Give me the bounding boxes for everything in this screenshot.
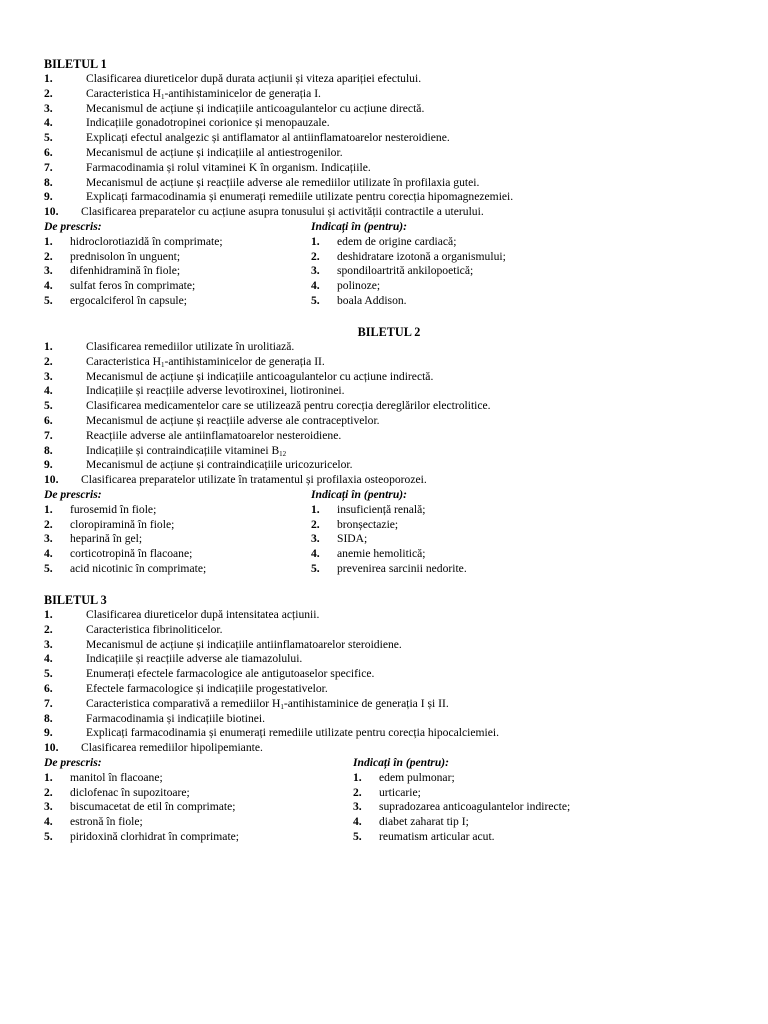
question-text: Mecanismul de acțiune și contraindicațiile uricozuricelor. <box>86 458 353 472</box>
question-text: Indicațiile gonadotropinei corionice și menopauzale. <box>86 116 330 130</box>
question-number: 10. <box>44 205 59 219</box>
ticket-1 <box>44 57 734 309</box>
ticket-title: BILETUL 1 <box>44 57 107 71</box>
item-number: 1. <box>311 502 320 516</box>
question-text-part: Caracteristica H <box>86 354 161 368</box>
indicate-item <box>311 279 631 294</box>
prescribe-item <box>44 771 364 786</box>
question-item <box>44 176 734 191</box>
item-text: boala Addison. <box>337 293 407 307</box>
item-text: SIDA; <box>337 532 368 546</box>
item-text: acid nicotinic în comprimate; <box>70 561 207 575</box>
question-item <box>44 608 734 623</box>
question-text-part: -antihistaminicelor de generația I. <box>164 86 321 100</box>
question-text: Mecanismul de acțiune și indicațiile antiinflamatoarelor steroidiene. <box>86 637 402 651</box>
prescribe-item <box>44 830 364 845</box>
question-text <box>86 87 321 102</box>
indicate-heading: Indicați în (pentru): <box>311 219 407 233</box>
subscript: 1 <box>280 702 284 711</box>
question-text-part: Caracteristica H <box>86 86 161 100</box>
prescribe-heading: De prescris: <box>44 487 102 501</box>
question-item <box>44 340 734 355</box>
item-number: 5. <box>44 561 53 575</box>
question-text: Clasificarea preparatelor cu acțiune asupra tonusului și activității contractile a uterului. <box>81 205 484 219</box>
question-number: 7. <box>44 696 53 710</box>
prescribe-heading: De prescris: <box>44 755 102 769</box>
item-text: prevenirea sarcinii nedorite. <box>337 561 467 575</box>
subscript: 1 <box>161 360 165 369</box>
indicate-item <box>353 815 673 830</box>
prescribe-item <box>44 815 364 830</box>
item-text: biscumacetat de etil în comprimate; <box>70 800 236 814</box>
question-item <box>44 726 734 741</box>
question-number: 6. <box>44 681 53 695</box>
item-number: 1. <box>44 234 53 248</box>
item-number: 3. <box>353 800 362 814</box>
question-text-part: -antihistaminice de generația I și II. <box>283 696 449 710</box>
question-number: 5. <box>44 399 53 413</box>
question-item <box>44 87 734 102</box>
question-item <box>44 458 734 473</box>
item-text: manitol în flacoane; <box>70 770 163 784</box>
item-number: 4. <box>44 815 53 829</box>
question-number: 4. <box>44 116 53 130</box>
question-text: Explicați efectul analgezic și antiflamator al antiinflamatoarelor nesteroidiene. <box>86 131 450 145</box>
item-number: 2. <box>311 249 320 263</box>
question-text: Efectele farmacologice și indicațiile progestativelor. <box>86 681 328 695</box>
question-number: 6. <box>44 413 53 427</box>
indicate-item <box>353 800 673 815</box>
prescribe-item <box>44 800 364 815</box>
indicate-item <box>353 830 673 845</box>
question-text: Mecanismul de acțiune și indicațiile anticoagulantelor cu acțiune directă. <box>86 101 425 115</box>
prescription-section <box>44 756 734 845</box>
question-number: 4. <box>44 384 53 398</box>
question-item <box>44 414 734 429</box>
question-text: Clasificarea medicamentelor care se utilizează pentru corecția dereglărilor electrolitice. <box>86 399 491 413</box>
indicate-item <box>311 235 631 250</box>
item-number: 2. <box>44 517 53 531</box>
question-item <box>44 355 734 370</box>
question-text: Mecanismul de acțiune și indicațiile al antiestrogenilor. <box>86 145 343 159</box>
question-item <box>44 146 734 161</box>
item-text: prednisolon în unguent; <box>70 249 181 263</box>
item-text: hidroclorotiazidă în comprimate; <box>70 234 223 248</box>
item-text: difenhidramină în fiole; <box>70 264 181 278</box>
question-number: 1. <box>44 72 53 85</box>
question-item <box>44 161 734 176</box>
item-text: spondiloartrită ankilopoetică; <box>337 264 474 278</box>
ticket-2 <box>44 325 734 577</box>
item-text: corticotropină în flacoane; <box>70 547 193 561</box>
question-text <box>86 697 449 712</box>
question-item <box>44 682 734 697</box>
prescribe-heading: De prescris: <box>44 219 102 233</box>
item-number: 5. <box>353 829 362 843</box>
question-text-part: Indicațiile și contraindicațiile vitaminei B <box>86 443 280 457</box>
item-text: diabet zaharat tip I; <box>379 815 469 829</box>
item-text: sulfat feros în comprimate; <box>70 279 196 293</box>
item-text: edem pulmonar; <box>379 770 455 784</box>
question-text: Clasificarea diureticelor după durata acțiunii și viteza apariției efectului. <box>86 72 422 85</box>
prescribe-item <box>44 786 364 801</box>
question-text: Mecanismul de acțiune și reacțiile adverse ale contraceptivelor. <box>86 413 380 427</box>
ticket-title: BILETUL 2 <box>357 325 421 339</box>
item-text: cloropiramină în fiole; <box>70 517 175 531</box>
indicate-item <box>311 250 631 265</box>
question-item <box>44 205 734 220</box>
question-list <box>44 608 734 756</box>
item-number: 1. <box>44 502 53 516</box>
question-text: Clasificarea remediilor utilizate în urolitiază. <box>86 340 295 353</box>
item-number: 3. <box>311 264 320 278</box>
question-item <box>44 384 734 399</box>
item-number: 4. <box>44 279 53 293</box>
question-item <box>44 102 734 117</box>
indicate-column <box>353 756 673 845</box>
item-number: 4. <box>311 547 320 561</box>
question-number: 2. <box>44 354 53 368</box>
question-item <box>44 638 734 653</box>
question-text: Caracteristica fibrinoliticelor. <box>86 622 223 636</box>
question-number: 9. <box>44 458 53 472</box>
question-item <box>44 429 734 444</box>
item-number: 4. <box>353 815 362 829</box>
question-text: Mecanismul de acțiune și reacțiile adverse ale remediilor utilizate în profilaxia gutei. <box>86 175 480 189</box>
question-text: Clasificarea remediilor hipolipemiante. <box>81 741 263 755</box>
indicate-item <box>311 547 631 562</box>
item-number: 2. <box>44 249 53 263</box>
question-number: 2. <box>44 86 53 100</box>
item-number: 3. <box>311 532 320 546</box>
question-text-part: Caracteristica comparativă a remediilor H <box>86 696 281 710</box>
item-number: 1. <box>353 770 362 784</box>
item-text: heparină în gel; <box>70 532 143 546</box>
question-text: Indicațiile și reacțiile adverse levotiroxinei, liotironinei. <box>86 384 345 398</box>
item-number: 3. <box>44 800 53 814</box>
question-text: Reacțiile adverse ale antiinflamatoarelor nesteroidiene. <box>86 428 342 442</box>
question-number: 3. <box>44 101 53 115</box>
item-number: 2. <box>311 517 320 531</box>
question-list <box>44 340 734 488</box>
question-item <box>44 667 734 682</box>
item-text: bronșectazie; <box>337 517 399 531</box>
question-number: 2. <box>44 622 53 636</box>
question-item <box>44 712 734 727</box>
question-item <box>44 190 734 205</box>
question-item <box>44 652 734 667</box>
question-number: 8. <box>44 175 53 189</box>
question-number: 8. <box>44 711 53 725</box>
item-number: 5. <box>311 561 320 575</box>
prescription-section <box>44 488 734 577</box>
question-text: Explicați farmacodinamia și enumerați remediile utilizate pentru corecția hipocalciemiei. <box>86 726 500 740</box>
subscript: 12 <box>279 449 287 458</box>
item-text: furosemid în fiole; <box>70 502 157 516</box>
indicate-column <box>311 488 631 577</box>
question-number: 3. <box>44 637 53 651</box>
question-text: Farmacodinamia și indicațiile biotinei. <box>86 711 266 725</box>
indicate-item <box>311 294 631 309</box>
question-item <box>44 623 734 638</box>
question-item <box>44 131 734 146</box>
question-item <box>44 116 734 131</box>
question-list <box>44 72 734 220</box>
item-number: 5. <box>44 829 53 843</box>
question-number: 1. <box>44 340 53 353</box>
item-number: 2. <box>44 785 53 799</box>
question-number: 7. <box>44 428 53 442</box>
question-text: Explicați farmacodinamia și enumerați remediile utilizate pentru corecția hipomagnezemiei. <box>86 190 514 204</box>
question-text: Enumerați efectele farmacologice ale antigutoaselor specifice. <box>86 667 375 681</box>
item-text: supradozarea anticoagulantelor indirecte; <box>379 800 571 814</box>
question-text: Mecanismul de acțiune și indicațiile anticoagulantelor cu acțiune indirectă. <box>86 369 434 383</box>
item-text: urticarie; <box>379 785 421 799</box>
question-item <box>44 697 734 712</box>
item-number: 4. <box>44 547 53 561</box>
item-text: reumatism articular acut. <box>379 829 495 843</box>
question-text: Indicațiile și reacțiile adverse ale tiamazolului. <box>86 652 303 666</box>
question-item <box>44 72 734 87</box>
question-item <box>44 370 734 385</box>
question-number: 1. <box>44 608 53 621</box>
question-number: 5. <box>44 131 53 145</box>
indicate-item <box>353 786 673 801</box>
item-text: deshidratare izotonă a organismului; <box>337 249 506 263</box>
indicate-item <box>311 503 631 518</box>
ticket-3 <box>44 593 734 845</box>
item-number: 4. <box>311 279 320 293</box>
item-number: 3. <box>44 532 53 546</box>
item-text: ergocalciferol în capsule; <box>70 293 187 307</box>
question-text: Clasificarea diureticelor după intensitatea acțiunii. <box>86 608 320 621</box>
item-text: insuficiență renală; <box>337 502 426 516</box>
question-number: 7. <box>44 160 53 174</box>
question-number: 9. <box>44 190 53 204</box>
question-number: 4. <box>44 652 53 666</box>
indicate-heading: Indicați în (pentru): <box>353 755 449 769</box>
item-text: edem de origine cardiacă; <box>337 234 457 248</box>
prescription-section <box>44 220 734 309</box>
item-text: diclofenac în supozitoare; <box>70 785 190 799</box>
item-text: anemie hemolitică; <box>337 547 426 561</box>
indicate-item <box>311 532 631 547</box>
question-text-part: -antihistaminicelor de generația II. <box>164 354 325 368</box>
question-item <box>44 473 734 488</box>
indicate-item <box>311 264 631 279</box>
item-number: 5. <box>44 293 53 307</box>
prescribe-column <box>44 756 364 845</box>
ticket-title: BILETUL 3 <box>44 593 107 607</box>
question-number: 6. <box>44 145 53 159</box>
subscript: 1 <box>161 92 165 101</box>
item-text: piridoxină clorhidrat în comprimate; <box>70 829 240 843</box>
item-text: estronă în fiole; <box>70 815 143 829</box>
item-number: 2. <box>353 785 362 799</box>
question-item <box>44 444 734 459</box>
question-text <box>86 355 325 370</box>
question-number: 10. <box>44 741 59 755</box>
item-text: polinoze; <box>337 279 381 293</box>
question-text: Farmacodinamia și rolul vitaminei K în organism. Indicațiile. <box>86 160 371 174</box>
question-number: 10. <box>44 473 59 487</box>
item-number: 3. <box>44 264 53 278</box>
item-number: 5. <box>311 293 320 307</box>
item-number: 1. <box>311 234 320 248</box>
question-text: Clasificarea preparatelor utilizate în tratamentul și profilaxia osteoporozei. <box>81 473 427 487</box>
question-item <box>44 741 734 756</box>
indicate-column <box>311 220 631 309</box>
question-number: 9. <box>44 726 53 740</box>
indicate-item <box>311 562 631 577</box>
item-number: 1. <box>44 770 53 784</box>
question-item <box>44 399 734 414</box>
question-text <box>86 444 286 459</box>
indicate-item <box>353 771 673 786</box>
indicate-item <box>311 518 631 533</box>
question-number: 3. <box>44 369 53 383</box>
question-number: 8. <box>44 443 53 457</box>
question-number: 5. <box>44 667 53 681</box>
indicate-heading: Indicați în (pentru): <box>311 487 407 501</box>
